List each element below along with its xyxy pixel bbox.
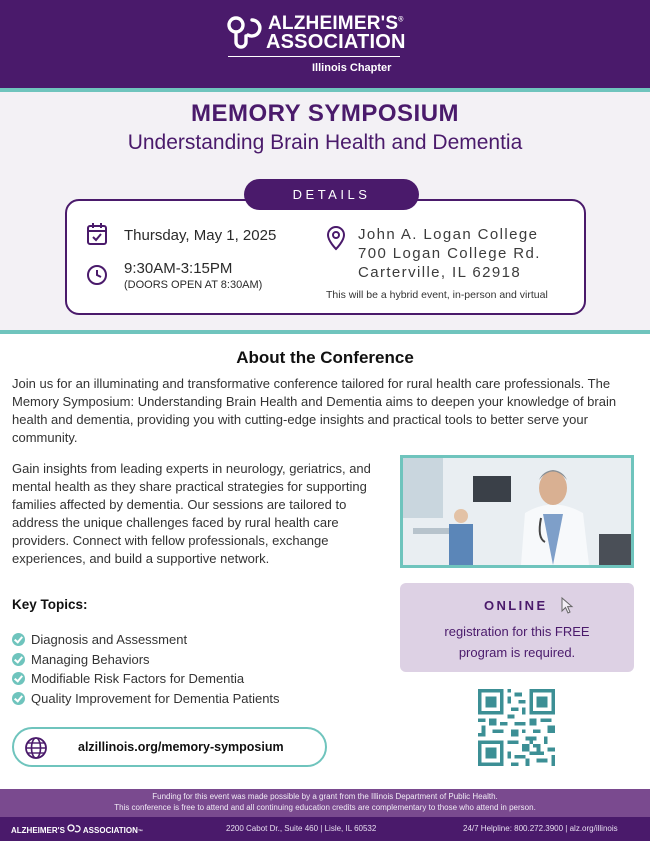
venue-street: 700 Logan College Rd. — [358, 245, 541, 262]
clock-icon — [86, 264, 108, 286]
logo-text-association: ASSOCIATION — [266, 31, 406, 53]
about-paragraph-1: Join us for an illuminating and transformative conference tailored for rural health care professionals. The Memory Symposium: Understanding Brain Health and Dementia aims to deepen your knowledge of brain health and dementia, providing you with cutting-edge insights and practical tools to better serve your community. — [12, 376, 617, 445]
location-pin-icon — [326, 225, 346, 251]
registration-qr-code[interactable] — [478, 689, 555, 766]
list-item — [12, 631, 280, 651]
footer-logo[interactable]: ALZHEIMER'S ASSOCIATION™ — [11, 826, 143, 835]
event-title: MEMORY SYMPOSIUM — [190, 100, 460, 127]
venue-city: Carterville, IL 62918 — [358, 264, 522, 281]
free-attendance-note: This conference is free to attend and all continuing education credits are complementary to those who attend in person. — [114, 803, 536, 812]
doors-open-time: (DOORS OPEN AT 8:30AM) — [124, 279, 263, 291]
about-paragraph-2: Gain insights from leading experts in neurology, geriatrics, and mental health as they share practical strategies for supporting families affected by dementia. Our sessions are tailored to address the unique challenges faced by rural health care providers. Connect with fellow professionals, exchange experiences, and build a supportive network. — [12, 461, 371, 566]
topic-label: Managing Behaviors — [31, 651, 150, 667]
list-item — [12, 651, 280, 671]
key-topics-list — [12, 631, 280, 709]
list-item — [12, 670, 280, 690]
online-heading: ONLINE — [484, 598, 548, 613]
check-circle-icon — [12, 633, 25, 646]
event-date: Thursday, May 1, 2025 — [124, 227, 277, 244]
venue-name: John A. Logan College — [358, 226, 539, 243]
list-item — [12, 690, 280, 710]
logo-divider — [228, 56, 400, 57]
hybrid-note: This will be a hybrid event, in-person and virtual — [326, 289, 548, 301]
event-website-url[interactable]: alzillinois.org/memory-symposium — [78, 740, 284, 754]
online-registration-box[interactable] — [400, 583, 634, 672]
event-subtitle: Understanding Brain Health and Dementia — [127, 131, 523, 154]
topic-label: Modifiable Risk Factors for Dementia — [31, 671, 245, 686]
event-website-link[interactable] — [12, 727, 327, 767]
footer-address: 2200 Cabot Dr., Suite 460 | Lisle, IL 60532 — [226, 824, 377, 833]
registered-mark: ® — [398, 16, 404, 24]
footer-brain-logo-icon — [67, 824, 81, 834]
check-circle-icon — [12, 672, 25, 685]
calendar-icon — [86, 222, 108, 246]
key-topics-heading: Key Topics: — [12, 597, 88, 612]
trademark-mark: ™ — [137, 829, 143, 835]
event-time: 9:30AM-3:15PM — [124, 260, 233, 277]
online-registration-text — [400, 621, 634, 663]
funding-note: Funding for this event was made possible by a grant from the Illinois Department of Public Health. — [152, 792, 498, 801]
check-circle-icon — [12, 653, 25, 666]
chapter-label: Illinois Chapter — [312, 62, 392, 74]
about-heading: About the Conference — [236, 348, 414, 367]
brain-logo-icon — [226, 14, 264, 50]
footer-helpline[interactable]: 24/7 Helpline: 800.272.3900 | alz.org/illinois — [463, 824, 618, 833]
details-label: DETAILS — [244, 179, 419, 210]
teal-divider-middle — [0, 330, 650, 334]
cursor-icon — [560, 596, 574, 614]
online-line-2: program is required. — [458, 645, 576, 660]
online-line-1: registration for this FREE — [444, 624, 590, 639]
logo-text-alzheimers: ALZHEIMER'S® — [268, 13, 404, 34]
globe-icon — [24, 736, 48, 760]
clinic-illustration — [403, 458, 631, 565]
alzheimers-association-logo[interactable] — [226, 12, 426, 78]
topic-label: Quality Improvement for Dementia Patients — [31, 690, 280, 706]
check-circle-icon — [12, 692, 25, 705]
doctor-patient-photo — [400, 455, 634, 568]
topic-label: Diagnosis and Assessment — [31, 632, 188, 647]
